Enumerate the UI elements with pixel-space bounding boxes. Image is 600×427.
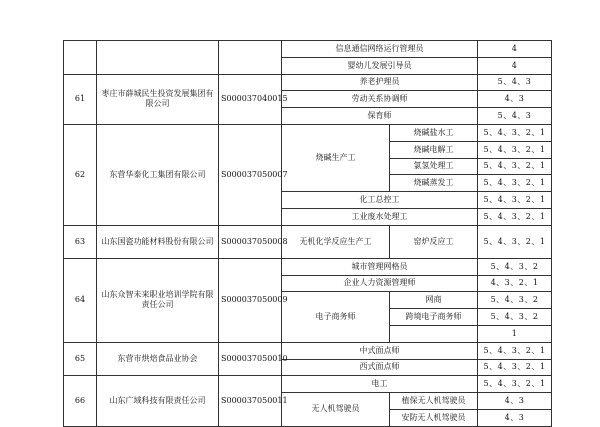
job-title: 电子商务师	[282, 292, 390, 342]
job-level: 5、4、3	[478, 108, 552, 125]
job-level: 4、3	[478, 91, 552, 108]
job-level: 5、4、3、2	[478, 309, 552, 326]
org-name: 枣庄市薛城民生投资发展集团有限公司	[97, 74, 219, 124]
job-title: 化工总控工	[282, 192, 478, 209]
table-row	[64, 225, 552, 258]
job-title: 城市管理网格员	[282, 258, 478, 275]
org-name: 山东广域科技有限责任公司	[97, 376, 219, 426]
org-name: 山东众智未来职业培训学院有限责任公司	[97, 258, 219, 342]
job-title: 劳动关系协调师	[282, 91, 478, 108]
org-no	[64, 41, 97, 75]
org-no: 65	[64, 342, 97, 376]
job-level: 5、4、3、2、1	[478, 225, 552, 258]
job-title: 无人机驾驶员	[282, 393, 390, 427]
job-subtitle: 烧碱蒸发工	[390, 175, 478, 192]
job-level: 4、3、2、1	[478, 275, 552, 292]
org-no: 62	[64, 124, 97, 225]
org-code: S000037050010	[219, 342, 282, 376]
job-level: 5、4、3、2、1	[478, 208, 552, 225]
job-subtitle: 烧碱盐水工	[390, 124, 478, 141]
job-title: 无机化学反应生产工	[282, 225, 390, 258]
org-name: 东营市烘焙食品业协会	[97, 342, 219, 376]
table-row	[64, 124, 552, 141]
job-level: 4、3	[478, 393, 552, 410]
job-title: 养老护理员	[282, 74, 478, 91]
org-code: S000037050007	[219, 124, 282, 225]
job-level: 5、4、3、2、1	[478, 376, 552, 393]
job-level: 5、4、3、2、1	[478, 124, 552, 141]
job-title: 保育师	[282, 108, 478, 125]
job-subtitle: 氯氢处理工	[390, 158, 478, 175]
org-code: S000037050008	[219, 225, 282, 258]
job-level: 1	[478, 325, 552, 342]
job-level: 4	[478, 41, 552, 58]
job-level: 4	[478, 57, 552, 74]
job-subtitle: 植保无人机驾驶员	[390, 393, 478, 410]
job-level: 5、4、3、2、1	[478, 175, 552, 192]
job-subtitle: 网商	[390, 292, 478, 309]
table-row	[64, 258, 552, 275]
job-level: 5、4、3、2、1	[478, 192, 552, 209]
job-subtitle: 窑炉反应工	[390, 225, 478, 258]
org-no: 61	[64, 74, 97, 124]
job-level: 5、4、3、2	[478, 292, 552, 309]
job-subtitle	[390, 325, 478, 342]
org-code: S000037050009	[219, 258, 282, 342]
job-subtitle: 安防无人机驾驶员	[390, 409, 478, 426]
table-row	[64, 342, 552, 359]
job-level: 5、4、3、2、1	[478, 342, 552, 359]
table-row	[64, 376, 552, 393]
job-level: 5、4、3、2、1	[478, 158, 552, 175]
job-title: 信息通信网络运行管理员	[282, 41, 478, 58]
org-code: S000037040015	[219, 74, 282, 124]
job-title: 中式面点师	[282, 342, 478, 359]
job-level: 5、4、3	[478, 74, 552, 91]
table-row	[64, 41, 552, 58]
job-title: 婴幼儿发展引导员	[282, 57, 478, 74]
org-code	[219, 41, 282, 75]
org-name: 东营华泰化工集团有限公司	[97, 124, 219, 225]
qualification-table	[63, 40, 552, 427]
org-name	[97, 41, 219, 75]
org-code: S000037050011	[219, 376, 282, 426]
job-level: 5、4、3、2、1	[478, 359, 552, 376]
job-level: 4、3	[478, 409, 552, 426]
job-level: 5、4、3、2、1	[478, 141, 552, 158]
job-title: 烧碱生产工	[282, 124, 390, 191]
job-subtitle: 跨境电子商务师	[390, 309, 478, 326]
org-no: 63	[64, 225, 97, 258]
job-title: 电工	[282, 376, 478, 393]
org-name: 山东国瓷功能材料股份有限公司	[97, 225, 219, 258]
table-row	[64, 74, 552, 91]
org-no: 64	[64, 258, 97, 342]
org-no: 66	[64, 376, 97, 426]
job-title: 企业人力资源管理师	[282, 275, 478, 292]
job-title: 西式面点师	[282, 359, 478, 376]
job-level: 5、4、3、2	[478, 258, 552, 275]
job-subtitle: 烧碱电解工	[390, 141, 478, 158]
job-title: 工业废水处理工	[282, 208, 478, 225]
